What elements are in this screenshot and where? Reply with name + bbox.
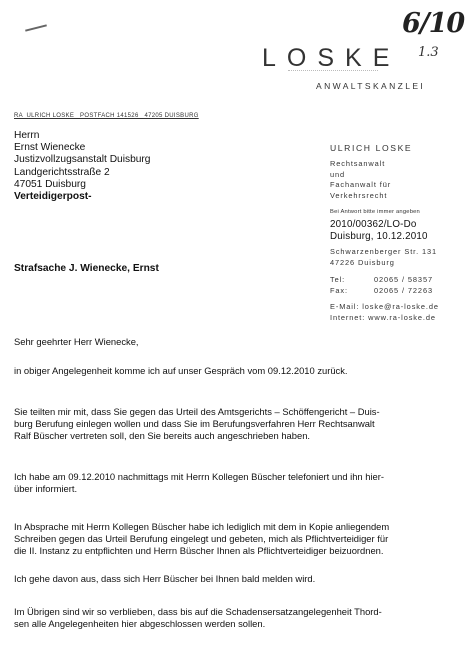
recipient-street: Landgerichtsstraße 2 [14,166,110,178]
firm-city: 47226 Duisburg [330,257,395,267]
phone-row [330,274,470,285]
paragraph-4 [14,521,460,557]
letter-subject: Strafsache J. Wienecke, Ernst [14,263,159,274]
paragraph-3-line-1: Ich habe am 09.12.2010 nachmittags mit Herrn Kollegen Büscher telefoniert und ihn hier- [14,471,385,482]
lawyer-name: ULRICH LOSKE [330,143,413,153]
paragraph-1 [14,365,460,377]
fax-value: 02065 / 72263 [374,286,433,295]
reference-number: 2010/00362/LO-Do [330,219,417,230]
paragraph-6-line-1: Im Übrigen sind wir so verblieben, dass bis auf die Schadensersatzangelegenheit Thord- [14,606,382,617]
lawyer-title-3: Fachanwalt für [330,180,392,189]
firm-info-sidebar [330,143,470,323]
handwritten-page-number: 6/10 [402,8,465,39]
reference-hint: Bei Antwort bitte immer angeben [330,209,420,215]
letter-date: Duisburg, 10.12.2010 [330,231,428,242]
paragraph-2 [14,406,460,442]
salutation-text: Sehr geehrter Herr Wienecke, [14,336,139,347]
paragraph-3 [14,471,460,495]
recipient-name: Ernst Wienecke [14,142,86,154]
recipient-mail-type: Verteidigerpost- [14,191,92,203]
lawyer-title-4: Verkehrsrecht [330,190,388,200]
sender-return-address: RA ULRICH LOSKE POSTFACH 141526 47205 DUISBURG [14,113,199,119]
paragraph-2-line-3: Ralf Büscher vertreten soll, den Sie bereits auch angeschrieben haben. [14,430,311,442]
firm-street: Schwarzenberger Str. 131 [330,247,438,256]
paragraph-4-line-1: In Absprache mit Herrn Kollegen Büscher habe ich lediglich mit dem in Kopie anliegendem [14,521,390,532]
recipient-institution: Justizvollzugsanstalt Duisburg [14,154,151,166]
paragraph-5 [14,573,460,585]
logo-reflection-decoration [288,70,378,77]
phone-value: 02065 / 58357 [374,275,433,284]
paragraph-6-line-2: sen alle Angelegenheiten hier abgeschlossen werden sollen. [14,618,266,630]
firm-website: Internet: www.ra-loske.de [330,312,436,322]
recipient-address [14,130,150,203]
lawyer-title-1: Rechtsanwalt [330,159,386,168]
paragraph-3-line-2: über informiert. [14,483,78,495]
handwritten-note: 1.3 [418,45,439,60]
firm-email: E-Mail: loske@ra-loske.de [330,302,439,311]
recipient-city: 47051 Duisburg [14,178,86,190]
lawyer-title-2: und [330,169,346,179]
paragraph-2-line-2: burg Berufung einlegen wollen und dass Sie im Berufungsverfahren Herr Rechtsanwalt [14,418,375,430]
fax-label: Fax: [330,286,348,295]
paragraph-4-line-3: die II. Instanz zu entpflichten und Herrn Büscher Ihnen als Pflichtverteidiger beizuordnen. [14,545,384,557]
letter-salutation [14,336,460,348]
pen-scribble-mark [25,24,47,31]
paragraph-4-line-2: Schreiben gegen das Urteil Berufung eingelegt und gebeten, mich als Pflichtverteidiger für [14,533,389,545]
fax-row [330,285,470,296]
firm-logo: LOSKE [262,44,401,72]
firm-subtitle: ANWALTSKANZLEI [316,81,426,91]
phone-label: Tel: [330,275,346,284]
paragraph-2-line-1: Sie teilten mir mit, dass Sie gegen das Urteil des Amtsgerichts – Schöffengericht – Duis- [14,406,380,417]
paragraph-6 [14,606,460,630]
recipient-salutation: Herrn [14,130,40,141]
paragraph-1-line-1: in obiger Angelegenheit komme ich auf unser Gespräch vom 09.12.2010 zurück. [14,365,348,376]
paragraph-5-line-1: Ich gehe davon aus, dass sich Herr Büscher bei Ihnen bald melden wird. [14,573,316,584]
